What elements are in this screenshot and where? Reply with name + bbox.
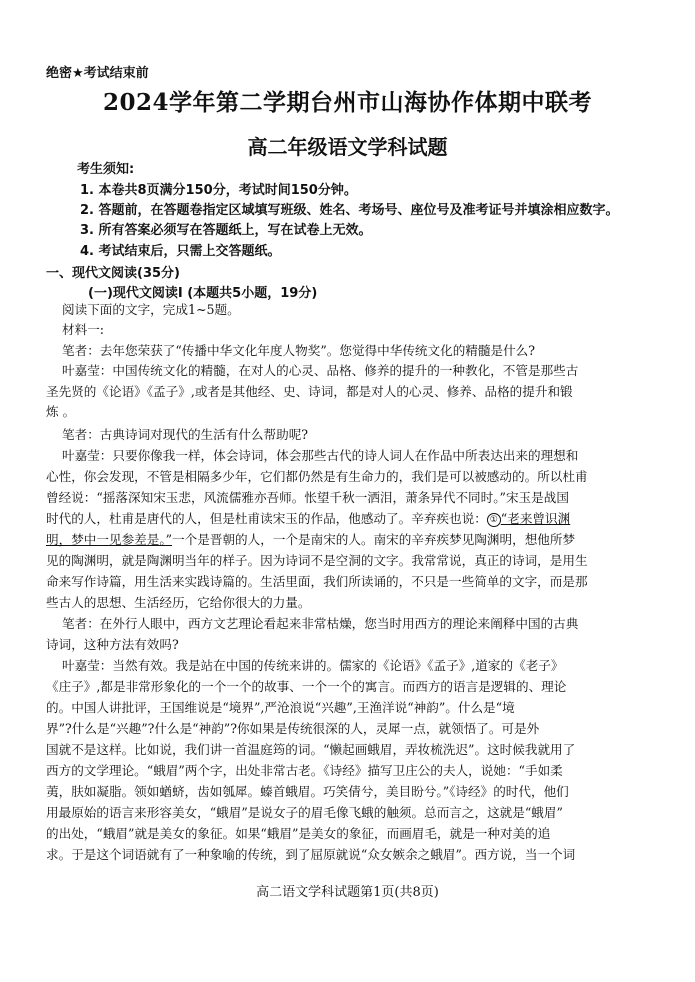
text-line: 见的陶渊明，就是陶渊明当年的样子。因为诗词不是空洞的文字。我常常说，真正的诗词，是用生: [46, 553, 588, 568]
exam-title: 2024学年第二学期台州市山海协作体期中联考: [102, 89, 592, 116]
text-line: 材料一:: [62, 322, 105, 337]
annotation-marker: ①: [487, 513, 501, 527]
text-line-with-annotation: [46, 532, 652, 548]
text-segment: 一个是晋朝的人，一个是南宋的人。南宋的辛弃疾梦见陶渊明，想他所梦: [172, 532, 576, 547]
text-line: 命来写作诗篇，用生活来实践诗篇的。生活里面，我们所读诵的，不只是一些简单的文字，而是那: [46, 574, 588, 589]
notice-item: 3. 所有答案必须写在答题纸上，写在试卷上无效。: [80, 223, 372, 238]
text-line: 的出处，“蛾眉”就是美女的象征。如果“蛾眉”是美女的象征，而画眉毛，就是一种对美的追: [46, 826, 551, 841]
text-line: 国就不是这样。比如说，我们讲一首温庭筠的词。“懒起画蛾眉，弄妆梳洗迟”。这时候我就用了: [46, 742, 576, 757]
secret-label: 绝密★考试结束前: [46, 66, 149, 81]
text-line: 求。于是这个词语就有了一种象喻的传统，到了屈原就说“众女嫉余之蛾眉”。西方说，当一个词: [46, 847, 576, 862]
text-line: 叶嘉莹：当然有效。我是站在中国的传统来讲的。儒家的《论语》《孟子》,道家的《老子》: [62, 658, 564, 673]
text-segment: 时代的人，杜甫是唐代的人，但是杜甫读宋玉的作品，他感动了。辛弃疾也说：: [46, 511, 487, 526]
notice-item: 2. 答题前，在答题卷指定区域填写班级、姓名、考场号、座位号及准考证号并填涂相应数字。: [80, 203, 619, 218]
page-footer: 高二语文学科试题第1页(共8页): [256, 885, 439, 900]
text-line: 心性，你会发现，不管是相隔多少年，它们都仍然是有生命力的，我们是可以被感动的。所以杜甫: [46, 469, 588, 484]
text-line: 阅读下面的文字，完成1~5题。: [62, 302, 240, 317]
text-line-with-annotation: [46, 511, 652, 527]
text-line: 笔者：去年您荣获了“传播中华文化年度人物奖”。您觉得中华传统文化的精髓是什么?: [62, 343, 536, 358]
text-line: 炼 。: [46, 404, 76, 419]
notice-heading: 考生须知:: [77, 162, 135, 177]
text-line: 叶嘉莹：中国传统文化的精髓，在对人的心灵、品格、修养的提升的一种教化，不管是那些古: [62, 363, 579, 378]
notice-item: 4. 考试结束后，只需上交答题纸。: [80, 244, 281, 259]
text-line: 界”?什么是“兴趣”?什么是“神韵”?你如果是传统很深的人，灵犀一点，就领悟了。可是外: [46, 721, 540, 736]
text-line: 的。中国人讲批评，王国维说是“境界”,严沧浪说“兴趣”,王渔洋说“神韵”。什么是“境: [46, 700, 515, 715]
text-line: 《庄子》,都是非常形象化的一个一个的故事、一个一个的寓言。而西方的语言是逻辑的、理论: [46, 679, 567, 694]
text-line: 圣先贤的《论语》《孟子》,或者是其他经、史、诗词，都是对人的心灵、修养、品格的提升和锻: [46, 384, 573, 399]
underlined-quote: “老来曾识渊: [500, 511, 571, 526]
section-title: 一、现代文阅读(35分): [46, 266, 180, 281]
exam-subtitle: 高二年级语文学科试题: [247, 135, 448, 159]
text-line: 西方的文学理论。“蛾眉”两个字，出处非常古老。《诗经》描写卫庄公的夫人，说她：“手如柔: [46, 763, 563, 778]
text-line: 笔者：在外行人眼中，西方文艺理论看起来非常枯燥，您当时用西方的理论来阐释中国的古典: [62, 616, 579, 631]
text-line: 笔者：古典诗词对现代的生活有什么帮助呢?: [62, 427, 309, 442]
text-line: 用最原始的语言来形容美女，“蛾眉”是说女子的眉毛像飞蛾的触须。总而言之，这就是“蛾眉”: [46, 805, 563, 820]
text-line: 荑，肤如凝脂。领如蝤蛴，齿如瓠犀。螓首蛾眉。巧笑倩兮，美目盼兮。”《诗经》的时代，他们: [46, 784, 569, 799]
text-line: 些古人的思想、生活经历，它给你很大的力量。: [46, 595, 311, 610]
underlined-quote: 明，梦中一见参差是。”: [46, 532, 173, 547]
text-line: 叶嘉莹：只要你像我一样，体会诗词，体会那些古代的诗人词人在作品中所表达出来的理想和: [62, 448, 579, 463]
section-subtitle: (一)现代文阅读I (本题共5小题，19分): [88, 286, 318, 301]
text-line: 曾经说：“摇落深知宋玉悲，风流儒雅亦吾师。怅望千秋一洒泪，萧条异代不同时。”宋玉是战国: [46, 490, 569, 505]
text-line: 诗词，这种方法有效吗?: [46, 637, 179, 652]
notice-item: 1. 本卷共8页满分150分，考试时间150分钟。: [80, 183, 357, 198]
